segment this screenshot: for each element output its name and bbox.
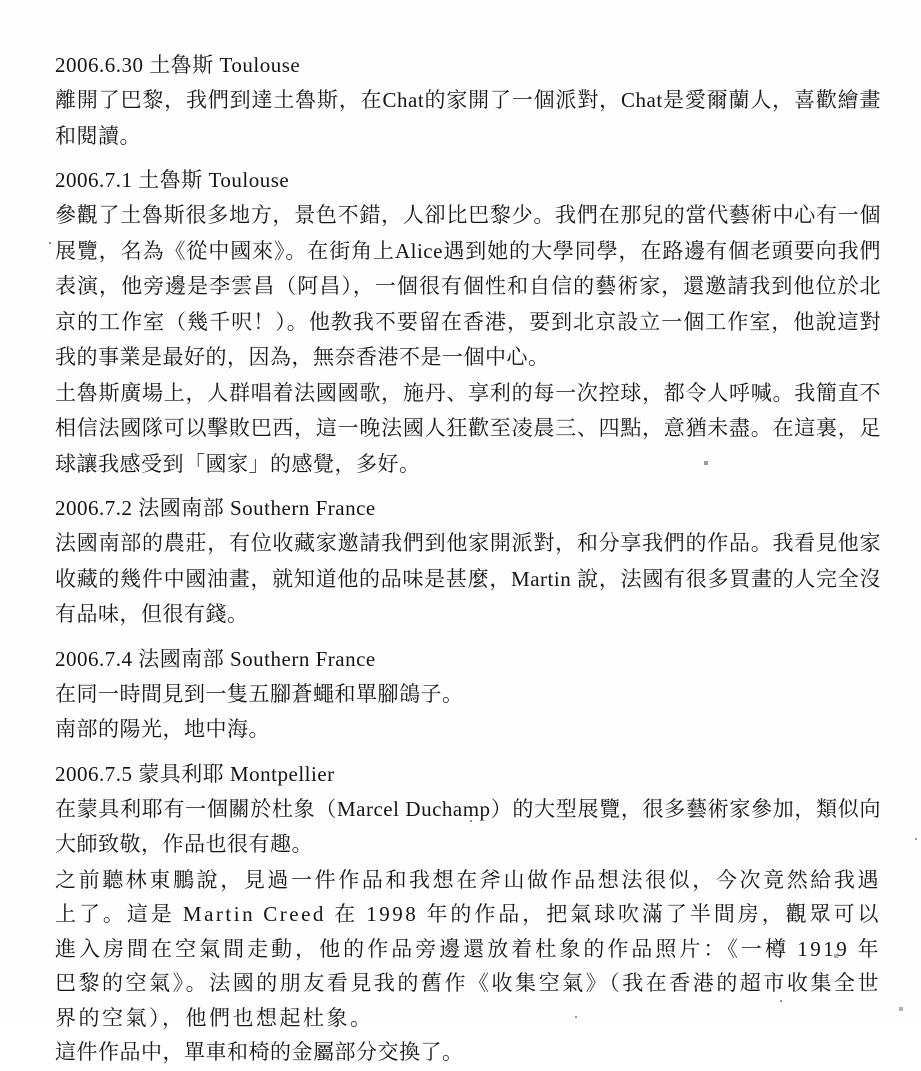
entry-body (55, 792, 881, 1071)
entry-paragraph: 在同一時間見到一隻五腳蒼蠅和單腳鴿子。 (55, 681, 464, 706)
entry-paragraph: 離開了巴黎，我們到達土魯斯，在Chat的家開了一個派對，Chat是愛爾蘭人，喜歡繪畫和閱讀。 (55, 88, 881, 148)
journal-entry (55, 163, 881, 482)
entry-body (55, 83, 881, 154)
journal-entry (55, 48, 881, 154)
entry-body (55, 526, 881, 633)
entry-paragraph: 之前聽林東鵬說，見過一件作品和我想在斧山做作品想法很似，今次竟然給我遇上了。這是 Martin Creed 在 1998 年的作品，把氣球吹滿了半間房，觀眾可以進入房間在空氣間走動，他的作品旁邊還放着杜象的作品照片：《一樽 1919 年巴黎的空氣》。法國的朋友看見我的舊作《收集空氣》（我在香港的超市收集全世界的空氣），他們也想起杜象。 (55, 867, 881, 1030)
journal-entry (55, 491, 881, 633)
entry-paragraph: 參觀了土魯斯很多地方，景色不錯，人卻比巴黎少。我們在那兒的當代藝術中心有一個展覽，名為《從中國來》。在街角上Alice遇到她的大學同學，在路邊有個老頭要向我們表演，他旁邊是李雲昌（阿昌），一個很有個性和自信的藝術家，還邀請我到他位於北京的工作室（幾千呎！）。他教我不要留在香港，要到北京設立一個工作室，他說這對我的事業是最好的，因為，無奈香港不是一個中心。 (55, 203, 881, 369)
journal-entry (55, 642, 881, 748)
entry-date-heading: 2006.7.5 蒙具利耶 Montpellier (55, 761, 335, 786)
entry-paragraph: 在蒙具利耶有一個關於杜象（Marcel Duchamp）的大型展覽，很多藝術家參加，類似向大師致敬，作品也很有趣。 (55, 796, 881, 856)
entry-date-heading: 2006.7.2 法國南部 Southern France (55, 496, 376, 520)
entry-date-heading: 2006.7.4 法國南部 Southern France (55, 646, 376, 671)
entry-paragraph: 這件作品中，單車和椅的金屬部分交換了。 (55, 1040, 464, 1064)
journal-entries (55, 48, 881, 1071)
entry-paragraph: 法國南部的農莊，有位收藏家邀請我們到他家開派對，和分享我們的作品。我看見他家收藏的幾件中國油畫，就知道他的品味是甚麼，Martin 說，法國有很多買畫的人完全沒有品味，但很有錢。 (55, 531, 881, 626)
entry-body (55, 198, 881, 482)
entry-paragraph: 土魯斯廣場上，人群唱着法國國歌，施丹、享利的每一次控球，都令人呼喊。我簡直不相信法國隊可以擊敗巴西，這一晚法國人狂歡至凌晨三、四點，意猶未盡。在這裏，足球讓我感受到「國家」的感覺，多好。 (55, 380, 881, 476)
entry-body (55, 677, 881, 748)
entry-paragraph: 南部的陽光，地中海。 (55, 717, 270, 741)
scan-noise-specks (0, 0, 2, 2)
entry-date-heading: 2006.6.30 土魯斯 Toulouse (55, 53, 301, 77)
journal-entry (55, 757, 881, 1071)
entry-date-heading: 2006.7.1 土魯斯 Toulouse (55, 168, 290, 192)
